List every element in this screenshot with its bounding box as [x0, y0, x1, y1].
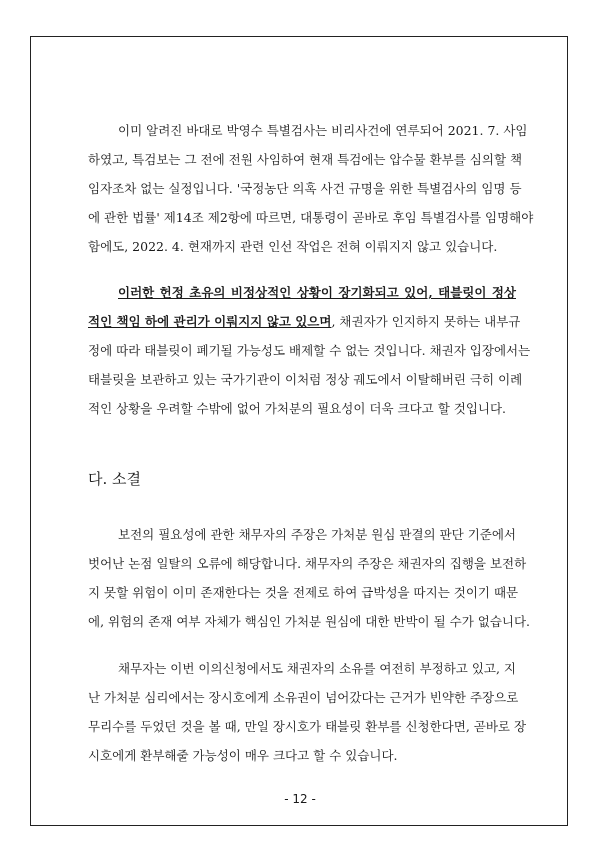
- paragraph-line: 보전의 필요성에 관한 채무자의 주장은 가처분 원심 판결의 판단 기준에서: [118, 527, 517, 542]
- paragraph-line: 에 관한 법률' 제14조 제2항에 따르면, 대통령이 곧바로 후임 특별검사를 임명해야: [88, 210, 534, 225]
- paragraph-line: 시호에게 환부해줄 가능성이 매우 크다고 할 수 있습니다.: [88, 748, 398, 763]
- paragraph-special-prosecutor: [88, 116, 534, 261]
- paragraph-line: 임자조차 없는 실정입니다. '국정농단 의혹 사건 규명을 위한 특별검사의 임명 등: [88, 181, 522, 196]
- paragraph-line: [88, 307, 521, 336]
- paragraph-ownership-dispute: [88, 654, 527, 770]
- paragraph-line: 정에 따라 태블릿이 폐기될 가능성도 배제할 수 없는 것입니다. 채권자 입장에서는: [88, 343, 531, 358]
- paragraph-line: 적인 상황을 우려할 수밖에 없어 가처분의 필요성이 더욱 크다고 할 것입니다.: [88, 401, 507, 416]
- paragraph-tablet-management: [88, 278, 531, 423]
- plain-text: , 채권자가 인지하지 못하는 내부규: [331, 314, 521, 329]
- paragraph-line: 에, 위험의 존재 여부 자체가 핵심인 가처분 원심에 대한 반박이 될 수가 없습니다.: [88, 614, 531, 629]
- page-number: - 12 -: [284, 792, 316, 806]
- paragraph-line: 태블릿을 보관하고 있는 국가기관이 이처럼 정상 궤도에서 이탈해버린 극히 이례: [88, 372, 523, 387]
- paragraph-line: 난 가처분 심리에서는 장시호에게 소유권이 넘어갔다는 근거가 빈약한 주장으로: [88, 690, 519, 705]
- section-heading: 다. 소결: [88, 470, 142, 488]
- paragraph-line: 이미 알려진 바대로 박영수 특별검사는 비리사건에 연루되어 2021. 7. 사임: [118, 123, 528, 138]
- paragraph-line: 하였고, 특검보는 그 전에 전원 사임하여 현재 특검에는 압수물 환부를 심의할 책: [88, 152, 523, 167]
- emphasis-text: 이러한 헌정 초유의 비정상적인 상황이 장기화되고 있어, 태블릿이 정상: [118, 285, 516, 300]
- paragraph-necessity-of-preservation: [88, 520, 531, 636]
- paragraph-line: 벗어난 논점 일탈의 오류에 해당합니다. 채무자의 주장은 채권자의 집행을 보전하: [88, 556, 527, 571]
- paragraph-line: 채무자는 이번 이의신청에서도 채권자의 소유를 여전히 부정하고 있고, 지: [118, 661, 517, 676]
- paragraph-line: 무리수를 두었던 것을 볼 때, 만일 장시호가 태블릿 환부를 신청한다면, 곧바로 장: [88, 719, 527, 734]
- emphasis-text: 적인 책임 하에 관리가 이뤄지지 않고 있으며: [88, 314, 332, 329]
- paragraph-line: 지 못할 위험이 이미 존재한다는 것을 전제로 하여 급박성을 따지는 것이기 때문: [88, 585, 519, 600]
- paragraph-line-emphasis: [88, 278, 516, 307]
- paragraph-line: 함에도, 2022. 4. 현재까지 관련 인선 작업은 전혀 이뤄지지 않고 있습니다.: [88, 239, 498, 254]
